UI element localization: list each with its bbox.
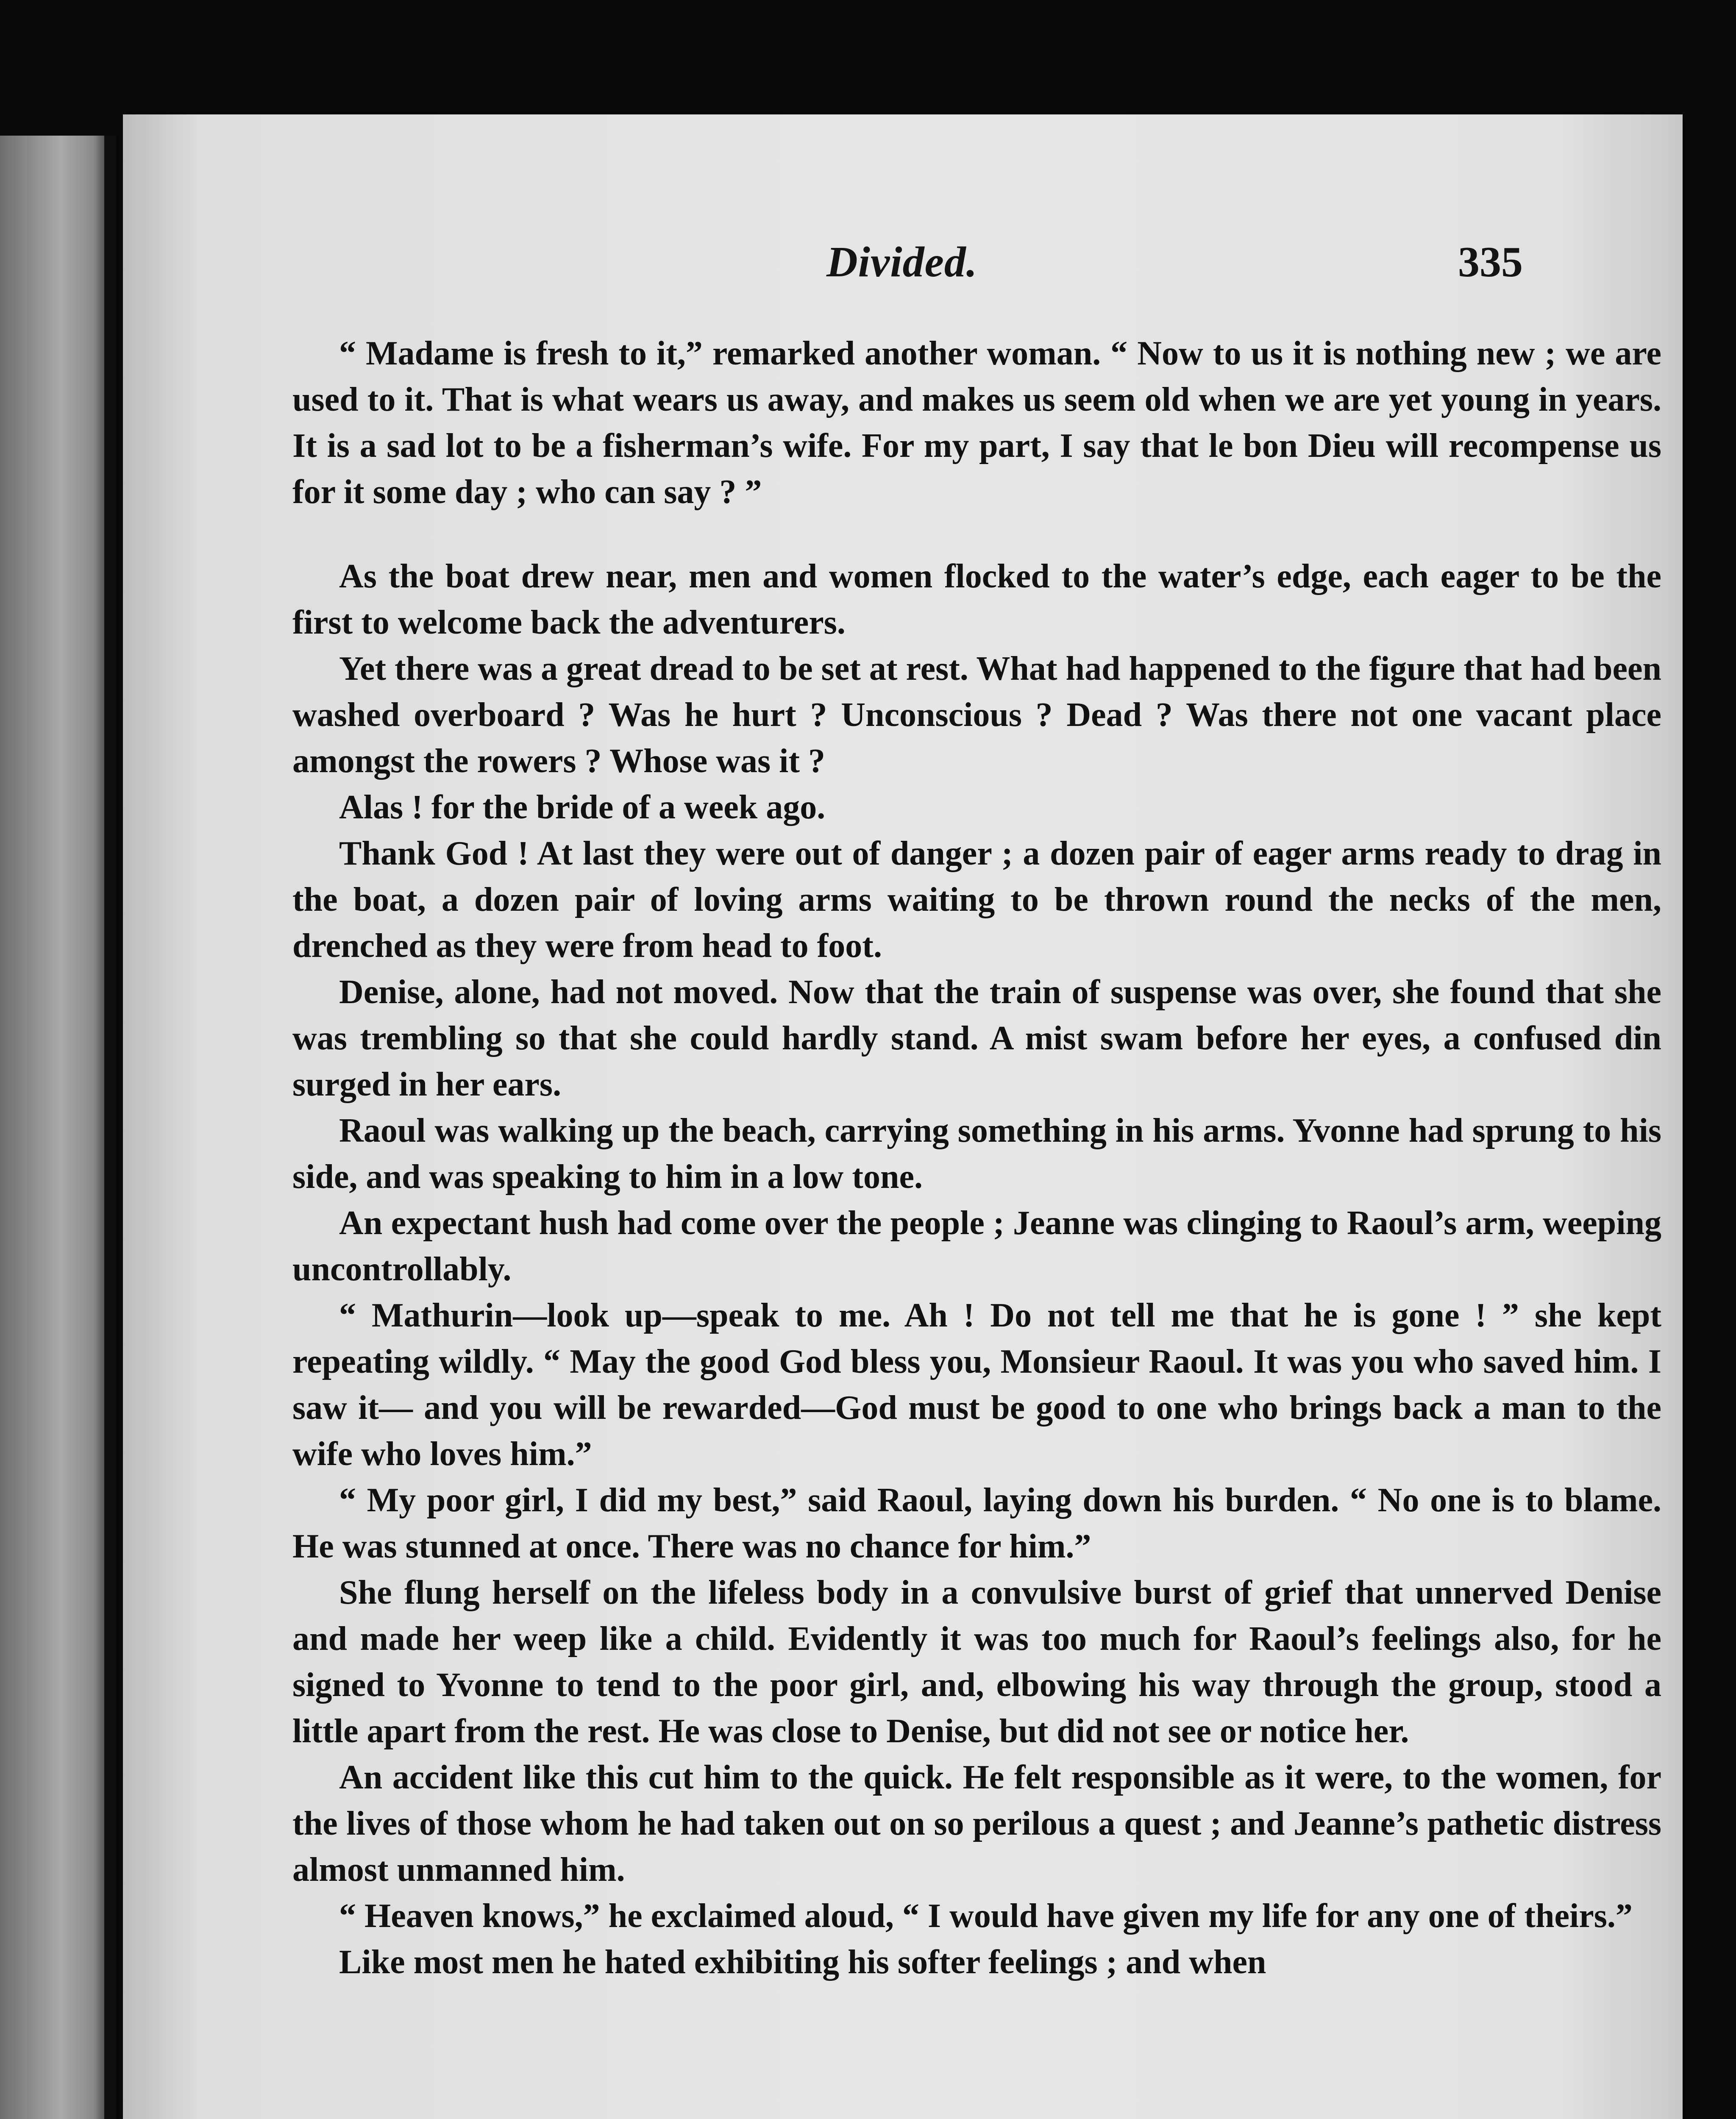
paragraph-14: Like most men he hated exhibiting his softer feelings ; and when xyxy=(339,1944,1266,1981)
paragraph-8: An expectant hush had come over the people ; Jeanne was clinging to Raoul’s arm, weeping uncontrollably. xyxy=(292,1204,1661,1288)
paragraph-3: Yet there was a great dread to be set at rest. What had happened to the figure that had been washed overboard ? Was he hurt ? Unconscious ? Dead ? Was there not one vacant place amongst the rowers ? Whose was it ? xyxy=(292,650,1661,780)
paragraph-9: “ Mathurin—look up—speak to me. Ah ! Do not tell me that he is gone ! ” she kept repeating wildly. “ May the good God bless you, Monsieur Raoul. It was you who saved him. I saw it— and you will be rewarded—God must be good to one who brings back a man to the wife who loves him.” xyxy=(292,1297,1661,1473)
paragraph-12: An accident like this cut him to the quick. He felt responsible as it were, to the women, for the lives of those whom he had taken out on so perilous a quest ; and Jeanne’s pathetic distress almost unmanned him. xyxy=(292,1759,1661,1888)
page-number: 335 xyxy=(1458,238,1523,286)
paragraph-4: Alas ! for the bride of a week ago. xyxy=(339,789,826,826)
paragraph-10: “ My poor girl, I did my best,” said Raoul, laying down his burden. “ No one is to blame. He was stunned at once. There was no chance for him.” xyxy=(292,1482,1661,1565)
paragraph-2: As the boat drew near, men and women flocked to the water’s edge, each eager to be the first to welcome back the adventurers. xyxy=(292,558,1661,641)
paragraph-1: “ Madame is fresh to it,” remarked another woman. “ Now to us it is nothing new ; we are used to it. That is what wears us away, and makes us seem old when we are yet young in years. It is a sad lot to be a fisherman’s wife. For my part, I say that le bon Dieu will recompense us for it some day ; who can say ? ” xyxy=(292,335,1661,511)
paragraph-13: “ Heaven knows,” he exclaimed aloud, “ I would have given my life for any one of theirs.” xyxy=(339,1897,1633,1935)
previous-page-edge xyxy=(0,136,110,2119)
book-page xyxy=(123,114,1683,2119)
paragraph-5: Thank God ! At last they were out of danger ; a dozen pair of eager arms ready to drag in the boat, a dozen pair of loving arms waiting to be thrown round the necks of the men, drenched as they were from head to foot. xyxy=(292,835,1661,965)
running-title: Divided. xyxy=(826,238,978,286)
body-text xyxy=(292,331,1661,1986)
paragraph-11: She flung herself on the lifeless body in a convulsive burst of grief that unnerved Denise and made her weep like a child. Evidently it was too much for Raoul’s feelings also, for he signed to Yvonne to tend to the poor girl, and, elbowing his way through the group, stood a little apart from the rest. He was close to Denise, but did not see or notice her. xyxy=(292,1574,1661,1750)
paragraph-7: Raoul was walking up the beach, carrying something in his arms. Yvonne had sprung to his side, and was speaking to him in a low tone. xyxy=(292,1112,1661,1196)
paragraph-6: Denise, alone, had not moved. Now that the train of suspense was over, she found that she was trembling so that she could hardly stand. A mist swam before her eyes, a confused din surged in her ears. xyxy=(292,973,1661,1103)
running-head xyxy=(123,237,1683,297)
